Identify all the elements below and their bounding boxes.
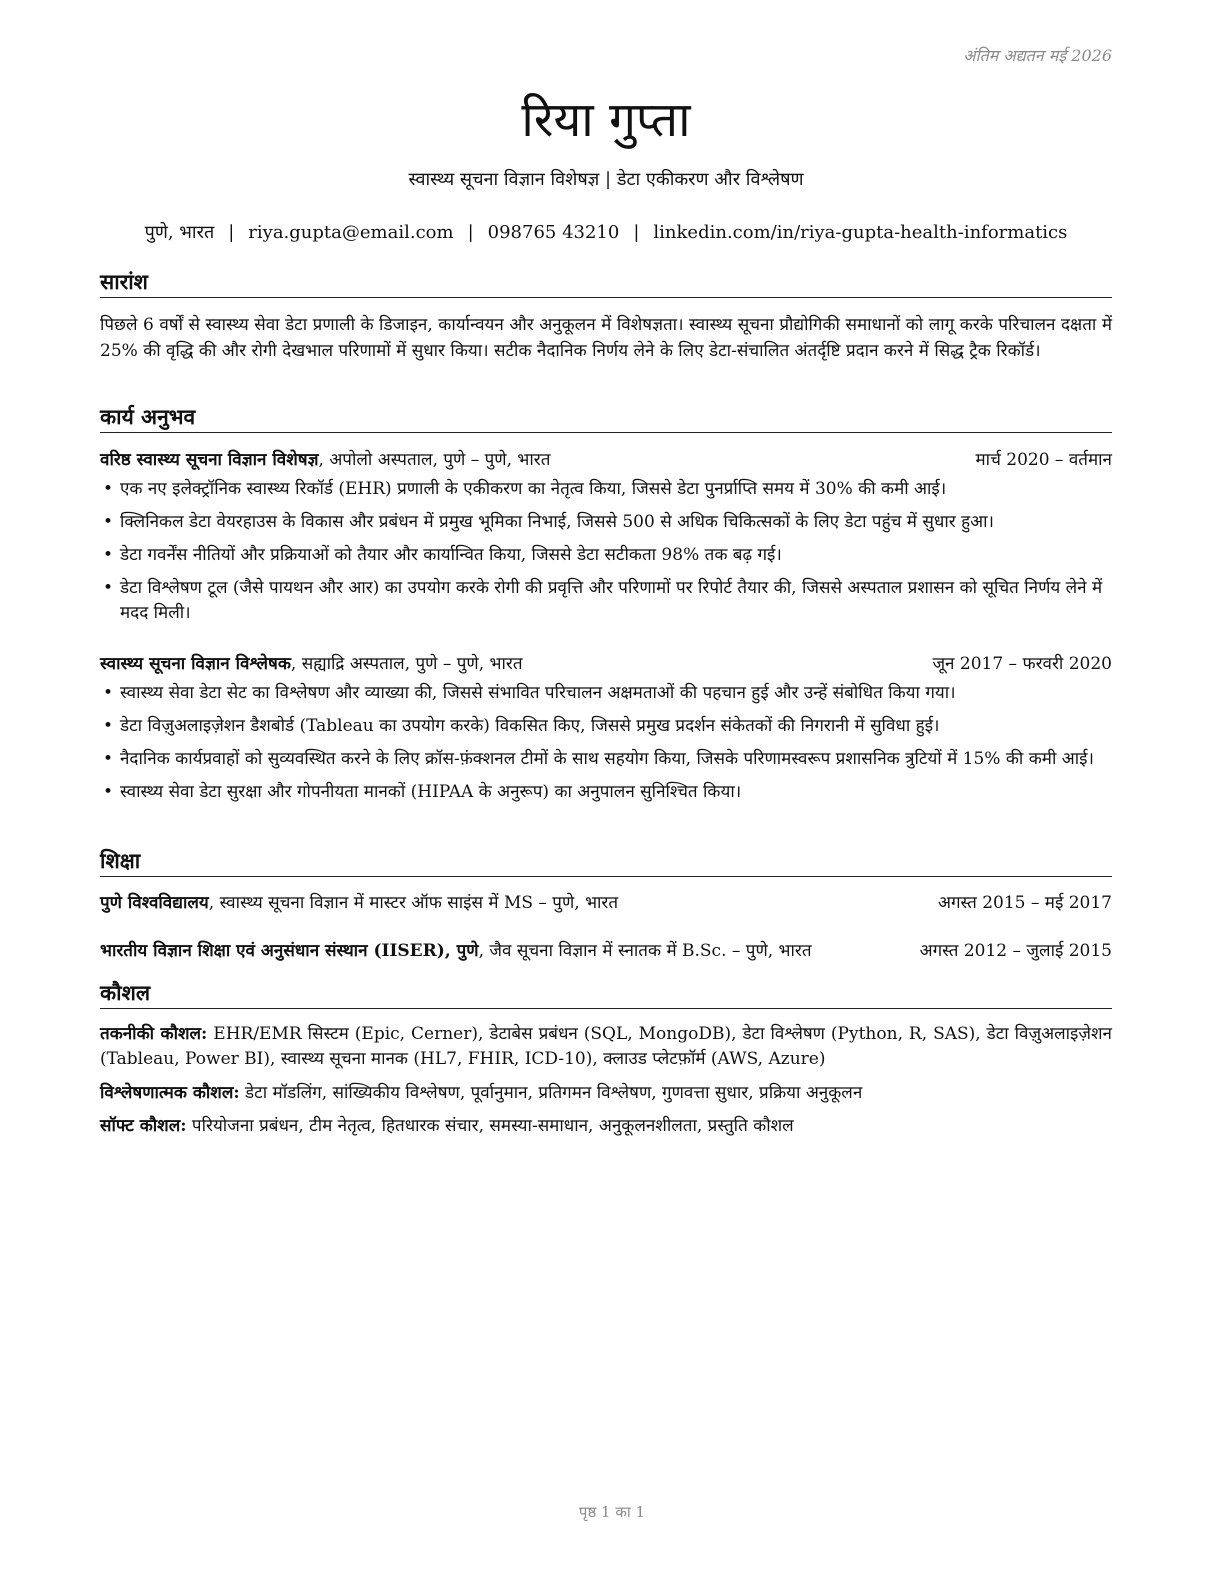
education-line	[100, 891, 618, 915]
education-dates: अगस्त 2012 – जुलाई 2015	[919, 941, 1112, 961]
job-title-line	[100, 652, 523, 676]
education-school: पुणे विश्वविद्यालय	[100, 893, 209, 913]
skill-label: तकनीकी कौशल:	[100, 1024, 208, 1044]
education-heading: शिक्षा	[100, 847, 1112, 877]
summary-text: पिछले 6 वर्षों से स्वास्थ्य सेवा डेटा प्रणाली के डिजाइन, कार्यान्वयन और अनुकूलन में विशेषज्ञता। स्वास्थ्य सूचना प्रौद्योगिकी समाधानों को लागू करके परिचालन दक्षता में 25% की वृद्धि की और रोगी देखभाल परिणामों में सुधार किया। सटीक नैदानिक निर्णय लेने के लिए डेटा-संचालित अंतर्दृष्टि प्रदान करने में सिद्ध ट्रैक रिकॉर्ड।	[100, 315, 1112, 361]
job-bullets	[100, 477, 1112, 634]
bullet-item: • डेटा विश्लेषण टूल (जैसे पायथन और आर) का उपयोग करके रोगी की प्रवृत्ति और परिणामों पर रिपोर्ट तैयार की, जिससे अस्पताल प्रशासन को सूचित निर्णय लेने में मदद मिली।	[100, 576, 1112, 625]
contact-location: पुणे, भारत	[144, 222, 215, 243]
contact-separator: |	[633, 222, 640, 243]
job-bullets	[100, 681, 1112, 813]
skill-text: परियोजना प्रबंधन, टीम नेतृत्व, हितधारक संचार, समस्या-समाधान, अनुकूलनशीलता, प्रस्तुति कौशल	[186, 1116, 794, 1136]
skill-text: EHR/EMR सिस्टम (Epic, Cerner), डेटाबेस प्रबंधन (SQL, MongoDB), डेटा विश्लेषण (Python, R, SAS), डेटा विज़ुअलाइज़ेशन (Tableau, Power BI), स्वास्थ्य सूचना मानक (HL7, FHIR, ICD-10), क्लाउड प्लेटफ़ॉर्म (AWS, Azure)	[100, 1024, 1112, 1069]
contact-separator: |	[467, 222, 474, 243]
job-org: , सह्याद्रि अस्पताल, पुणे – पुणे, भारत	[290, 654, 523, 674]
skill-line	[100, 1114, 1112, 1139]
contact-email[interactable]: riya.gupta@email.com	[248, 222, 454, 243]
bullet-item: • एक नए इलेक्ट्रॉनिक स्वास्थ्य रिकॉर्ड (EHR) प्रणाली के एकीकरण का नेतृत्व किया, जिससे डेटा पुनर्प्राप्ति समय में 30% की कमी आई।	[100, 477, 1112, 502]
bullet-item: • नैदानिक कार्यप्रवाहों को सुव्यवस्थित करने के लिए क्रॉस-फ़ंक्शनल टीमों के साथ सहयोग किया, जिसके परिणामस्वरूप प्रशासनिक त्रुटियों में 15% की कमी आई।	[100, 747, 1112, 772]
skill-line	[100, 1022, 1112, 1072]
job-header	[100, 448, 1112, 472]
bullet-item: • स्वास्थ्य सेवा डेटा सेट का विश्लेषण और व्याख्या की, जिससे संभावित परिचालन अक्षमताओं की पहचान हुई और उन्हें संबोधित किया गया।	[100, 681, 1112, 706]
job-role: वरिष्ठ स्वास्थ्य सूचना विज्ञान विशेषज्ञ	[100, 450, 319, 470]
education-row	[100, 939, 1112, 963]
skill-label: सॉफ्ट कौशल:	[100, 1116, 187, 1136]
education-detail: , जैव सूचना विज्ञान में स्नातक में B.Sc. – पुणे, भारत	[478, 941, 812, 961]
job-dates: मार्च 2020 – वर्तमान	[975, 450, 1112, 470]
bullet-item: • क्लिनिकल डेटा वेयरहाउस के विकास और प्रबंधन में प्रमुख भूमिका निभाई, जिससे 500 से अधिक चिकित्सकों के लिए डेटा पहुंच में सुधार हुआ।	[100, 510, 1112, 535]
headline: स्वास्थ्य सूचना विज्ञान विशेषज्ञ | डेटा एकीकरण और विश्लेषण	[408, 169, 804, 190]
contact-linkedin[interactable]: linkedin.com/in/riya-gupta-health-informatics	[653, 222, 1068, 243]
education-line	[100, 939, 812, 963]
job-title-line	[100, 448, 550, 472]
bullet-item: • डेटा गवर्नेंस नीतियों और प्रक्रियाओं को तैयार और कार्यान्वित किया, जिससे डेटा सटीकता 98% तक बढ़ गई।	[100, 543, 1112, 568]
skill-text: डेटा मॉडलिंग, सांख्यिकीय विश्लेषण, पूर्वानुमान, प्रतिगमन विश्लेषण, गुणवत्ता सुधार, प्रक्रिया अनुकूलन	[239, 1083, 863, 1103]
education-school: भारतीय विज्ञान शिक्षा एवं अनुसंधान संस्थान (IISER), पुणे	[100, 941, 479, 961]
bullet-item: • डेटा विज़ुअलाइज़ेशन डैशबोर्ड (Tableau का उपयोग करके) विकसित किए, जिससे प्रमुख प्रदर्शन संकेतकों की निगरानी में सुविधा हुई।	[100, 714, 1112, 739]
contact-separator: |	[228, 222, 235, 243]
contact-phone[interactable]: 098765 43210	[487, 222, 620, 243]
bullet-item: • स्वास्थ्य सेवा डेटा सुरक्षा और गोपनीयता मानकों (HIPAA के अनुरूप) का अनुपालन सुनिश्चित किया।	[100, 780, 1112, 805]
summary-heading: सारांश	[100, 268, 1112, 298]
job-header	[100, 652, 1112, 676]
job-role: स्वास्थ्य सूचना विज्ञान विश्लेषक	[100, 654, 291, 674]
education-dates: अगस्त 2015 – मई 2017	[937, 893, 1112, 913]
experience-heading: कार्य अनुभव	[100, 403, 1112, 433]
page-number: पृष्ठ 1 का 1	[578, 1503, 646, 1521]
job-org: , अपोलो अस्पताल, पुणे – पुणे, भारत	[318, 450, 551, 470]
job-dates: जून 2017 – फरवरी 2020	[932, 654, 1112, 674]
education-row	[100, 891, 1112, 915]
contact-line	[100, 220, 1112, 244]
last-updated-note: अंतिम अद्यतन मई 2026	[963, 46, 1112, 65]
skill-line	[100, 1081, 1112, 1106]
education-detail: , स्वास्थ्य सूचना विज्ञान में मास्टर ऑफ साइंस में MS – पुणे, भारत	[208, 893, 619, 913]
skill-label: विश्लेषणात्मक कौशल:	[100, 1083, 240, 1103]
candidate-name: रिया गुप्ता	[521, 92, 691, 148]
skills-heading: कौशल	[100, 979, 1112, 1009]
